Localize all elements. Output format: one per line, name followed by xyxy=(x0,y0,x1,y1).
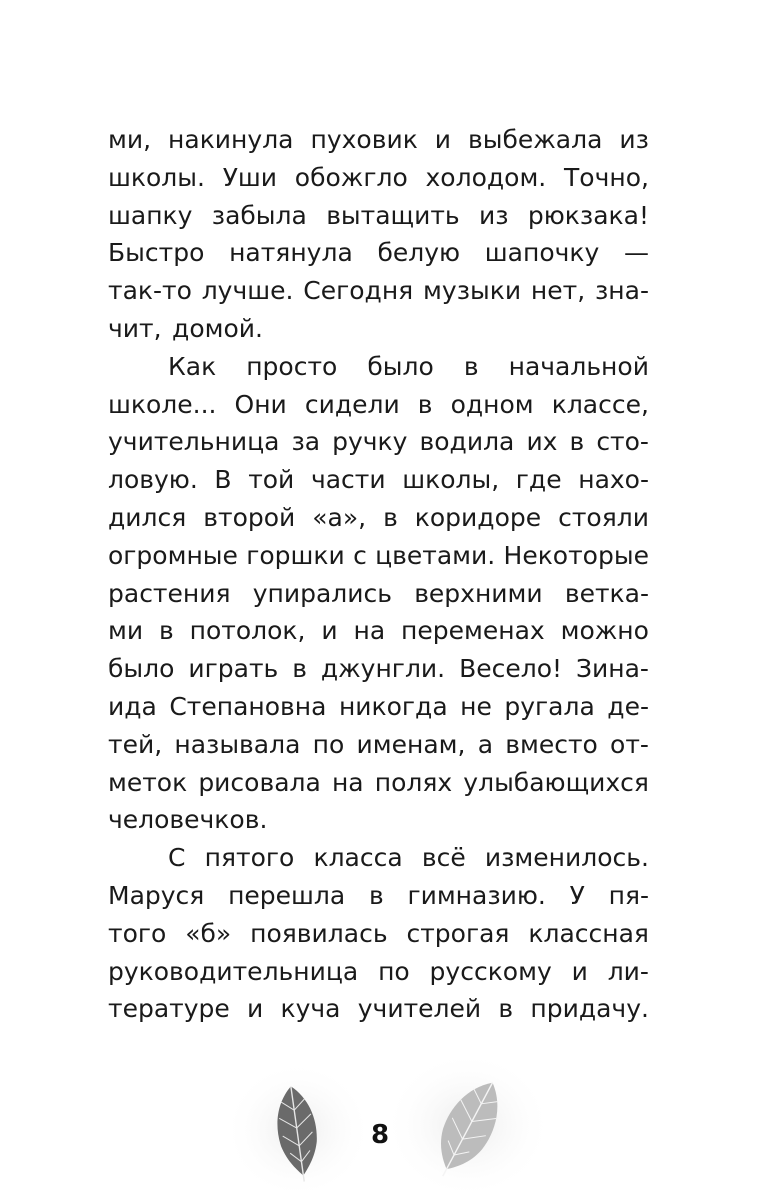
page-number: 8 xyxy=(370,1120,390,1150)
text-line: дился второй «а», в коридоре стояли xyxy=(108,502,649,532)
text-line: ми, накинула пуховик и выбежала из xyxy=(108,125,649,154)
text-line: чит, домой. xyxy=(108,313,263,343)
paragraph xyxy=(108,121,649,348)
text-line: Быстро натянула белую шапочку — xyxy=(108,238,649,268)
text-line: ловую. В той части школы, где нахо- xyxy=(108,465,649,495)
text-line: ми в потолок, и на переменах можно xyxy=(108,616,649,646)
text-line: Маруся перешла в гимназию. У пя- xyxy=(108,880,649,910)
text-line: школе... Они сидели в одном классе, xyxy=(108,389,649,419)
text-line: руководительница по русскому и ли- xyxy=(108,956,649,986)
text-line: С пятого класса всё изменилось. xyxy=(168,843,649,873)
text-line: тей, называла по именам, а вместо от- xyxy=(108,729,649,759)
paragraph xyxy=(108,348,649,839)
text-line: школы. Уши обожгло холодом. Точно, xyxy=(108,162,649,192)
text-line: человечков. xyxy=(108,805,268,835)
body-text xyxy=(108,121,649,1028)
text-line: растения упирались верхними ветка- xyxy=(108,578,649,608)
text-line: было играть в джунгли. Весело! Зина- xyxy=(108,654,649,684)
text-line: Как просто было в начальной xyxy=(168,351,649,381)
text-line: огромные горшки с цветами. Некоторые xyxy=(108,540,649,570)
text-line: меток рисовала на полях улыбающихся xyxy=(108,767,649,797)
text-line: того «б» появилась строгая классная xyxy=(108,918,649,948)
text-line: ида Степановна никогда не ругала де- xyxy=(108,691,649,721)
text-line: тературе и куча учителей в придачу. xyxy=(108,994,649,1024)
text-line: шапку забыла вытащить из рюкзака! xyxy=(108,200,649,230)
text-line: так-то лучше. Сегодня музыки нет, зна- xyxy=(108,276,649,306)
paragraph xyxy=(108,839,649,1028)
text-line: учительница за ручку водила их в сто- xyxy=(108,427,649,457)
